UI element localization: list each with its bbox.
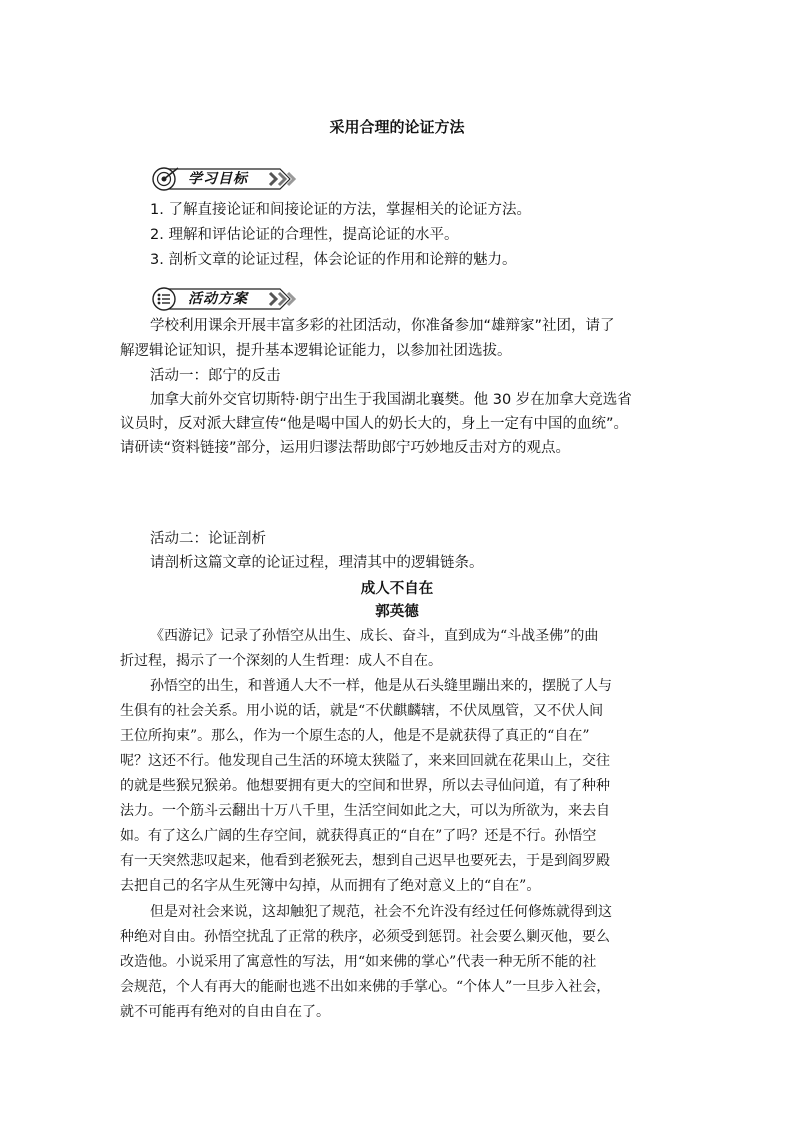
activity1-heading: 活动一：郎宁的反击 bbox=[150, 368, 281, 384]
article-line: 的就是些猴兄猴弟。他想要拥有更大的空间和世界，所以去寻仙问道，有了种种 bbox=[120, 778, 610, 794]
article-line: 改造他。小说采用了寓意性的写法，用“如来佛的掌心”代表一种无所不能的社 bbox=[120, 954, 597, 970]
activity2-instruction: 请剖析这篇文章的论证过程，理清其中的逻辑链条。 bbox=[150, 555, 484, 571]
article-line: 《西游记》记录了孙悟空从出生、成长、奋斗，直到成为“斗战圣佛”的曲 bbox=[150, 628, 599, 644]
goals-banner-label: 学习目标 bbox=[188, 171, 248, 187]
article-author: 郭英德 bbox=[375, 604, 419, 620]
activity1-line: 加拿大前外交官切斯特·朗宁出生于我国湖北襄樊。他 30 岁在加拿大竞选省 bbox=[150, 392, 632, 408]
article-line: 会规范，个人有再大的能耐也逃不出如来佛的手掌心。“个体人”一旦步入社会， bbox=[120, 979, 611, 995]
goals-banner bbox=[150, 166, 310, 192]
plan-banner-label: 活动方案 bbox=[188, 291, 248, 307]
page-title: 采用合理的论证方法 bbox=[329, 118, 465, 136]
article-line: 种绝对自由。孙悟空扰乱了正常的秩序，必须受到惩罚。社会要么剿灭他，要么 bbox=[120, 929, 610, 945]
goal-item: 3. 剖析文章的论证过程，体会论证的作用和论辩的魅力。 bbox=[150, 252, 517, 268]
intro-line: 学校利用课余开展丰富多彩的社团活动，你准备参加“雄辩家”社团，请了 bbox=[150, 318, 615, 334]
article-line: 折过程，揭示了一个深刻的人生哲理：成人不自在。 bbox=[120, 653, 442, 669]
article-line: 法力。一个筋斗云翻出十万八千里，生活空间如此之大，可以为所欲为，来去自 bbox=[120, 803, 610, 819]
article-line: 王位所拘束”。那么，作为一个原生态的人，他是不是就获得了真正的“自在” bbox=[120, 728, 590, 744]
activity2-heading: 活动二：论证剖析 bbox=[150, 531, 266, 547]
article-title: 成人不自在 bbox=[360, 581, 434, 597]
article-line: 孙悟空的出生，和普通人大不一样，他是从石头缝里蹦出来的，摆脱了人与 bbox=[150, 678, 612, 694]
activity1-line: 请研读“资料链接”部分，运用归谬法帮助郎宁巧妙地反击对方的观点。 bbox=[120, 440, 571, 456]
intro-line: 解逻辑论证知识，提升基本逻辑论证能力，以参加社团选拔。 bbox=[120, 343, 512, 359]
goal-item: 1. 了解直接论证和间接论证的方法，掌握相关的论证方法。 bbox=[150, 202, 531, 218]
article-line: 就不可能再有绝对的自由自在了。 bbox=[120, 1004, 330, 1020]
activity1-line: 议员时，反对派大肆宣传“他是喝中国人的奶长大的，身上一定有中国的血统”。 bbox=[120, 416, 629, 432]
article-line: 呢？这还不行。他发现自己生活的环境太狭隘了，来来回回就在花果山上，交往 bbox=[120, 753, 610, 769]
article-line: 有一天突然悲叹起来，他看到老猴死去，想到自己迟早也要死去，于是到阎罗殿 bbox=[120, 853, 610, 869]
article-line: 但是对社会来说，这却触犯了规范，社会不允许没有经过任何修炼就得到这 bbox=[150, 904, 612, 920]
article-line: 去把自己的名字从生死簿中勾掉，从而拥有了绝对意义上的“自在”。 bbox=[120, 878, 541, 894]
article-line: 生俱有的社会关系。用小说的话，就是“不伏麒麟辖，不伏凤凰管，又不伏人间 bbox=[120, 703, 604, 719]
goal-item: 2. 理解和评估论证的合理性，提高论证的水平。 bbox=[150, 227, 459, 243]
article-line: 如。有了这么广阔的生存空间，就获得真正的“自在”了吗？还是不行。孙悟空 bbox=[120, 828, 597, 844]
plan-banner bbox=[150, 286, 310, 312]
